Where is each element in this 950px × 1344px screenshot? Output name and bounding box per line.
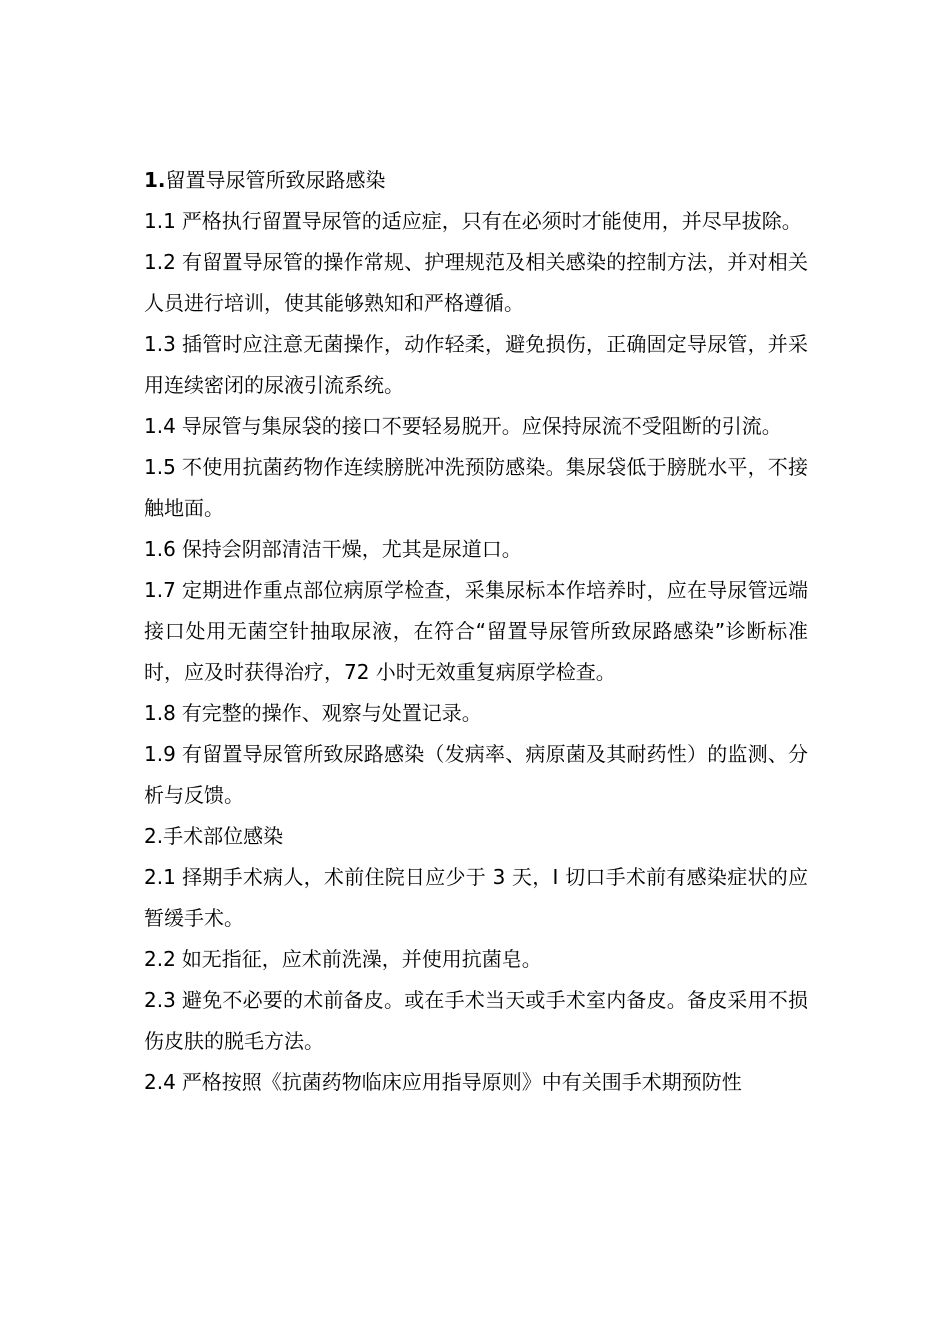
paragraph <box>144 406 808 447</box>
paragraph <box>144 570 808 693</box>
section-number: 1.5 <box>144 455 176 479</box>
paragraph <box>144 734 808 816</box>
paragraph-text: 不使用抗菌药物作连续膀胱冲洗预防感染。集尿袋低于膀胱水平，不接触地面。 <box>144 455 808 520</box>
section-number: 1.6 <box>144 537 176 561</box>
section-number: 1.7 <box>144 578 176 602</box>
paragraph-text: 手术部位感染 <box>163 824 284 848</box>
paragraph <box>144 816 808 857</box>
section-number: 2. <box>144 824 164 848</box>
paragraph-text: 避免不必要的术前备皮。或在手术当天或手术室内备皮。备皮采用不损伤皮肤的脱毛方法。 <box>144 988 808 1053</box>
paragraph-text: 有留置导尿管所致尿路感染（发病率、病原菌及其耐药性）的监测、分析与反馈。 <box>144 742 808 807</box>
section-number: 2.1 <box>144 865 176 889</box>
section-number: 1.2 <box>144 250 176 274</box>
paragraph <box>144 447 808 529</box>
section-number: 2.2 <box>144 947 176 971</box>
paragraph-text: 留置导尿管所致尿路感染 <box>165 168 386 192</box>
paragraph <box>144 242 808 324</box>
paragraph-text: 如无指征，应术前洗澡，并使用抗菌皂。 <box>181 947 542 971</box>
section-number: 1.3 <box>144 332 176 356</box>
paragraph-text: 保持会阴部清洁干燥，尤其是尿道口。 <box>181 537 522 561</box>
paragraph-text: 定期进作重点部位病原学检查，采集尿标本作培养时，应在导尿管远端接口处用无菌空针抽取尿液，在符合“留置导尿管所致尿路感染”诊断标准时，应及时获得治疗，72 小时无效重复病原学检查。 <box>144 578 808 684</box>
section-number: 2.3 <box>144 988 176 1012</box>
section-number: 1. <box>144 168 166 192</box>
paragraph <box>144 693 808 734</box>
section-number: 1.8 <box>144 701 176 725</box>
paragraph-text: 插管时应注意无菌操作，动作轻柔，避免损伤，正确固定导尿管，并采用连续密闭的尿液引流系统。 <box>144 332 808 397</box>
document-body <box>144 160 808 1103</box>
paragraph-text: 有完整的操作、观察与处置记录。 <box>181 701 482 725</box>
section-number: 1.9 <box>144 742 176 766</box>
paragraph-text: 严格执行留置导尿管的适应症，只有在必须时才能使用，并尽早拔除。 <box>181 209 802 233</box>
section-number: 1.4 <box>144 414 176 438</box>
paragraph-text: 导尿管与集尿袋的接口不要轻易脱开。应保持尿流不受阻断的引流。 <box>181 414 782 438</box>
paragraph <box>144 939 808 980</box>
paragraph-text: 择期手术病人，术前住院日应少于 3 天，I 切口手术前有感染症状的应暂缓手术。 <box>144 865 808 930</box>
paragraph-text: 严格按照《抗菌药物临床应用指导原则》中有关围手术期预防性 <box>181 1070 742 1094</box>
paragraph <box>144 201 808 242</box>
paragraph-text: 有留置导尿管的操作常规、护理规范及相关感染的控制方法，并对相关人员进行培训，使其能够熟知和严格遵循。 <box>144 250 808 315</box>
section-number: 2.4 <box>144 1070 176 1094</box>
paragraph <box>144 980 808 1062</box>
paragraph <box>144 160 808 201</box>
paragraph <box>144 324 808 406</box>
paragraph <box>144 529 808 570</box>
section-number: 1.1 <box>144 209 176 233</box>
paragraph <box>144 1062 808 1103</box>
paragraph <box>144 857 808 939</box>
